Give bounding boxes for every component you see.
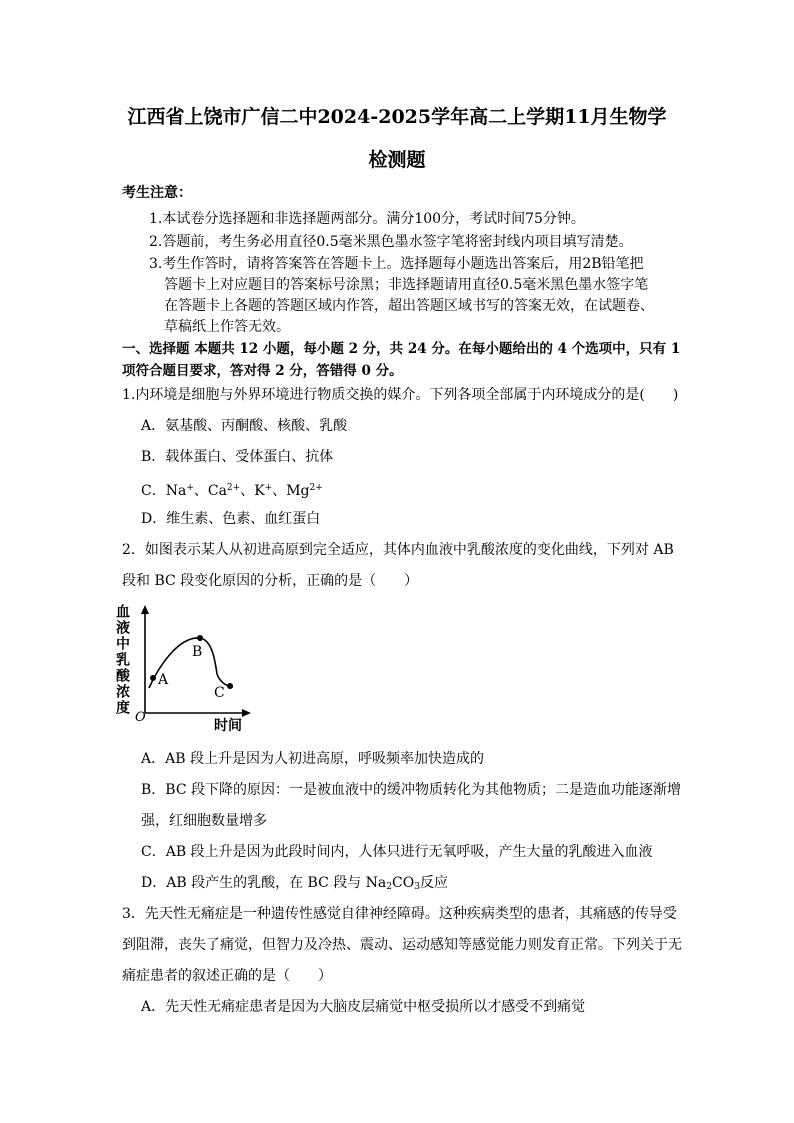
section1-instructions-line1: 一、选择题 本题共 12 小题，每小题 2 分，共 24 分。在每小题给出的 4 个选项中，只有 1: [122, 341, 681, 357]
y-axis-arrow-icon: [141, 605, 149, 614]
point-b-marker: [197, 635, 203, 641]
q2-lactic-acid-curve-figure: [116, 600, 256, 736]
point-a-label: A: [158, 672, 169, 688]
x-axis-arrow-icon: [242, 709, 251, 717]
notice-item-1: 1.本试卷分选择题和非选择题两部分。满分100分，考试时间75分钟。: [149, 211, 585, 227]
notice-item-3-line4: 草稿纸上作答无效。: [164, 319, 290, 335]
notice-item-3-line3: 在答题卡上各题的答题区域内作答，超出答题区域书写的答案无效，在试题卷、: [164, 298, 654, 314]
section1-instructions-line2: 项符合题目要求，答对得 2 分，答错得 0 分。: [122, 363, 403, 379]
notice-item-3-line2: 答题卡上对应题目的答案标号涂黑；非选择题请用直径0.5毫米黑色墨水签字笔: [164, 277, 649, 293]
page-title-line1: 江西省上饶市广信二中2024-2025学年高二上学期11月生物学: [127, 106, 667, 128]
notice-item-2: 2.答题前，考生务必用直径0.5毫米黑色墨水签字笔将密封线内项目填写清楚。: [149, 234, 633, 250]
point-c-marker: [227, 683, 233, 689]
q1-stem: 1.内环境是细胞与外界环境进行物质交换的媒介。下列各项全部属于内环境成分的是( ): [122, 387, 679, 403]
q1-option-c: C．Na+、$Ca^{2+}$、K+、$Mg^{2+}$: [141, 483, 323, 499]
q2-stem-line2: 段和 BC 段变化原因的分析，正确的是（ ）: [122, 573, 419, 589]
q2-option-d: D．AB 段产生的乳酸，在 BC 段与 $Na_2CO_3$反应: [141, 875, 448, 892]
q2-stem-line1: 2．如图表示某人从初进高原到完全适应，其体内血液中乳酸浓度的变化曲线，下列对 AB: [122, 542, 674, 558]
point-a-marker: [150, 675, 156, 681]
notice-heading: 考生注意：: [122, 185, 192, 201]
origin-label: O: [135, 710, 146, 725]
x-axis-label: 时间: [214, 718, 242, 734]
q2-option-b-line1: B．BC 段下降的原因：一是被血液中的缓冲物质转化为其他物质；二是造血功能逐渐增: [141, 782, 681, 798]
point-c-label: C: [214, 685, 225, 701]
q1-option-a: A．氨基酸、丙酮酸、核酸、乳酸: [141, 418, 348, 434]
q2-option-c: C．AB 段上升是因为此段时间内，人体只进行无氧呼吸，产生大量的乳酸进入血液: [141, 844, 653, 860]
point-b-label: B: [192, 644, 203, 660]
notice-item-3-line1: 3.考生作答时，请将答案答在答题卡上。选择题每小题选出答案后，用2B铅笔把: [149, 256, 644, 272]
q3-stem-line3: 痛症患者的叙述正确的是（ ）: [122, 968, 332, 984]
q1-option-d: D．维生素、色素、血红蛋白: [141, 511, 321, 527]
q2-option-a: A．AB 段上升是因为人初进高原，呼吸频率加快造成的: [141, 751, 484, 767]
q2-option-b-line2: 强，红细胞数量增多: [141, 813, 267, 829]
page-title-line2: 检测题: [368, 149, 426, 171]
q1-option-b: B．载体蛋白、受体蛋白、抗体: [141, 449, 334, 465]
q3-option-a: A．先天性无痛症患者是因为大脑皮层痛觉中枢受损所以才感受不到痛觉: [141, 999, 586, 1015]
q3-stem-line2: 到阻滞，丧失了痛觉，但智力及冷热、震动、运动感知等感觉能力则发育正常。下列关于无: [122, 937, 682, 953]
q3-stem-line1: 3．先天性无痛症是一种遗传性感觉自律神经障碍。这种疾病类型的患者，其痛感的传导受: [122, 906, 677, 922]
y-axis-label: 血液中乳酸浓度: [114, 604, 130, 716]
